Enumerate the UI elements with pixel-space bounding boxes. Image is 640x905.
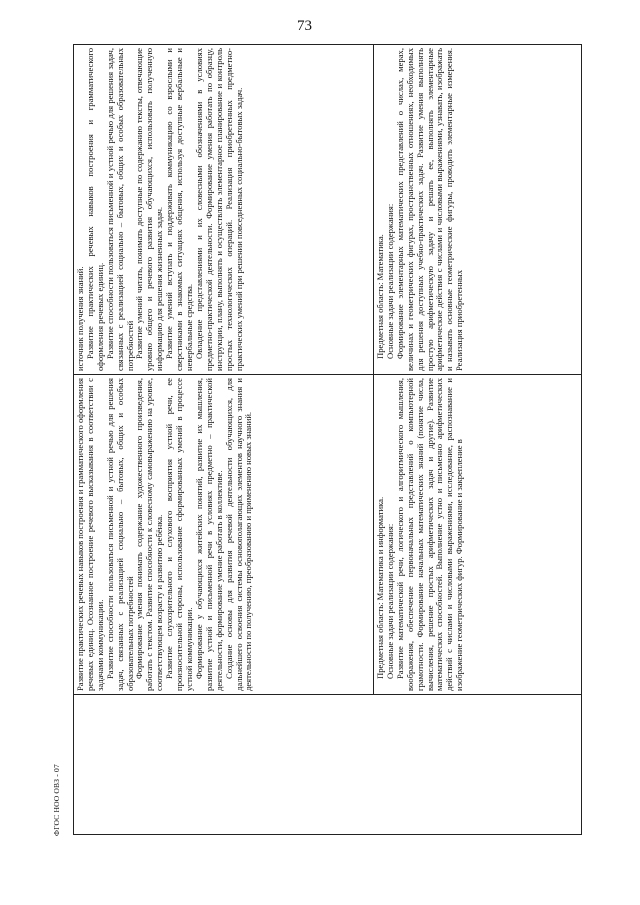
section-subtitle: Основные задачи реализации содержания: (384, 523, 395, 679)
paragraph: Развитие умений читать, понимать доступные по содержанию тексты, отвечающие уровню общего и речевого развития обучающихся, использовать полученную информацию для решения жизненных задач. (134, 48, 165, 371)
section-subtitle: Основные задачи реализации содержания: (384, 203, 395, 359)
paragraph: Развитие математической речи, логического и алгоритмического мышления, воображения, обеспечение первоначальных представлений о компьютерной грамотности. Формирование начальных математических знаний (понятие числа, вычисления, решение простых арифметических задач и другие). Развитие математических способностей. Выполнение устно и письменно арифметических действий с числами и числовыми выражениями, исследование, распознавание и изображение геометрических фигур. Формирование и закрепление в (394, 378, 465, 691)
paragraph: Формирование элементарных математических представлений о числах, мерах, величинах и геометрических фигурах, пространственных отношениях, необходимых для решения доступных учебно-практических задач. Развитие умения выполнять простую арифметическую задачу и решать ее, выполнять элементарные арифметические действия с числами и числовыми выражениями, узнавать, изображать и называть основные геометрические фигуры, проводить элементарные измерения. Реализация приобретенных (394, 48, 465, 371)
table-cell-speech-variant-c (74, 45, 374, 375)
paragraph: Создание основы для развития речевой деятельности обучающихся, для дальнейшего освоения системы основополагающих элементов научного знания и деятельности по получению, преобразованию и применению новых знаний. (223, 378, 254, 691)
section-title: Предметная область: Математика и информатика. (375, 496, 385, 679)
paragraph: Развитие способности пользоваться письменной и устной речью для решения задач, связанных с реализацией социально – бытовых, общих и особых образовательных потребностей (104, 378, 135, 691)
page-number: 73 (297, 18, 312, 34)
document-footer-code: ФГОС НОО ОВЗ - 07 (52, 764, 61, 836)
paragraph: Формирование у обучающихся житейских понятий, развитие их мышления, развитие устной и письменной речи в условиях предметно – практической деятельности, формирование умение работать в коллективе. (193, 378, 224, 691)
paragraph: Развитие умений вступать и поддерживать коммуникацию со взрослыми и сверстниками в знакомых ситуациях общения, используя доступные вербальные и невербальные средства. (164, 48, 194, 371)
paragraph: Формирование умения понимать содержание художественного произведения, работать с текстом. Развитие способности к словесному самовыражению на уровне, соответствующем возрасту и развитию ребёнка. (134, 378, 165, 691)
table-cell-speech-variant-b (74, 375, 374, 695)
paragraph: Развитие практических речевых навыков построения и грамматического оформления речевых единиц. (84, 48, 105, 371)
paragraph: Развитие практических речевых навыков построения и грамматического оформления речевых единиц. Осознанное построение речевого высказывания в соответствии с задачами коммуникации. (75, 378, 105, 691)
paragraph: Развитие слухозрительного и слухового восприятия устной речи, ее произносительной стороны, использование сформированных умений в процессе устной коммуникации. (164, 378, 194, 691)
table-row (74, 45, 374, 835)
paragraph: источник получения знаний. (75, 266, 85, 371)
standards-table (73, 44, 582, 835)
paragraph: Развитие способности пользоваться письменной и устной речью для решения задач, связанных с реализацией социально – бытовых, общих и особых образовательных потребностей (104, 48, 135, 371)
empty-first-column-cell (74, 695, 582, 835)
table-cell-math-variant-c (374, 45, 582, 375)
paragraph: Овладение представлениями и их словесными обозначениями в условиях предметно-практической деятельности. Формирование умения работать по образцу, инструкции, плану, выполнять и осуществлять элементарное планирование и контроль простых технологических операций. Реализация приобретенных предметно-практических умений при решении повседневных социально-бытовых задач. (193, 48, 244, 371)
section-title: Предметная область: Математика. (375, 234, 385, 359)
rotated-table-container (73, 45, 581, 835)
table-cell-math-variant-b (374, 375, 582, 695)
